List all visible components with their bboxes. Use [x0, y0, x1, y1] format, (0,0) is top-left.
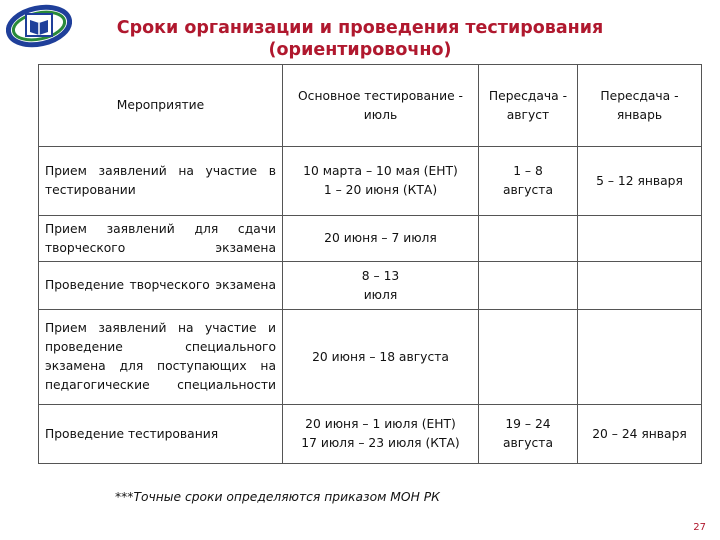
table-row	[39, 147, 702, 216]
table-row	[39, 405, 702, 464]
august-date-cell: 19 – 24 августа	[479, 405, 578, 464]
january-date-cell	[578, 310, 702, 405]
january-date-cell	[578, 262, 702, 310]
event-cell: Проведение творческого экзамена	[39, 262, 283, 310]
january-date-cell	[578, 216, 702, 262]
event-cell: Проведение тестирования	[39, 405, 283, 464]
header-main-july: Основное тестирование - июль	[283, 65, 479, 147]
main-date-cell: 10 марта – 10 мая (ЕНТ) 1 – 20 июня (КТА)	[283, 147, 479, 216]
table-row	[39, 262, 702, 310]
logo	[6, 4, 72, 48]
title-line-1: Сроки организации и проведения тестирования	[116, 18, 604, 38]
january-date-cell: 20 – 24 января	[578, 405, 702, 464]
footnote: ***Точные сроки определяются приказом МОН РК	[115, 490, 440, 504]
schedule-table	[38, 64, 702, 464]
table-row	[39, 310, 702, 405]
header-retake-january: Пересдача - январь	[578, 65, 702, 147]
event-cell: Прием заявлений для сдачи творческого экзамена	[39, 216, 283, 262]
page-number: 27	[693, 522, 706, 533]
event-cell: Прием заявлений на участие в тестировании	[39, 147, 283, 216]
table-header-row	[39, 65, 702, 147]
page-title	[80, 17, 640, 61]
august-date-cell	[479, 216, 578, 262]
title-line-2: (ориентировочно)	[268, 40, 452, 60]
header-event: Мероприятие	[39, 65, 283, 147]
table-row	[39, 216, 702, 262]
main-date-cell: 8 – 13 июля	[283, 262, 479, 310]
open-book-emblem-icon	[6, 4, 72, 48]
event-cell: Прием заявлений на участие и проведение специального экзамена для поступающих на педагогические специальности	[39, 310, 283, 405]
august-date-cell: 1 – 8 августа	[479, 147, 578, 216]
main-date-cell: 20 июня – 18 августа	[283, 310, 479, 405]
main-date-cell: 20 июня – 1 июля (ЕНТ) 17 июля – 23 июля (КТА)	[283, 405, 479, 464]
august-date-cell	[479, 310, 578, 405]
main-date-cell: 20 июня – 7 июля	[283, 216, 479, 262]
header-retake-august: Пересдача - август	[479, 65, 578, 147]
january-date-cell: 5 – 12 января	[578, 147, 702, 216]
august-date-cell	[479, 262, 578, 310]
